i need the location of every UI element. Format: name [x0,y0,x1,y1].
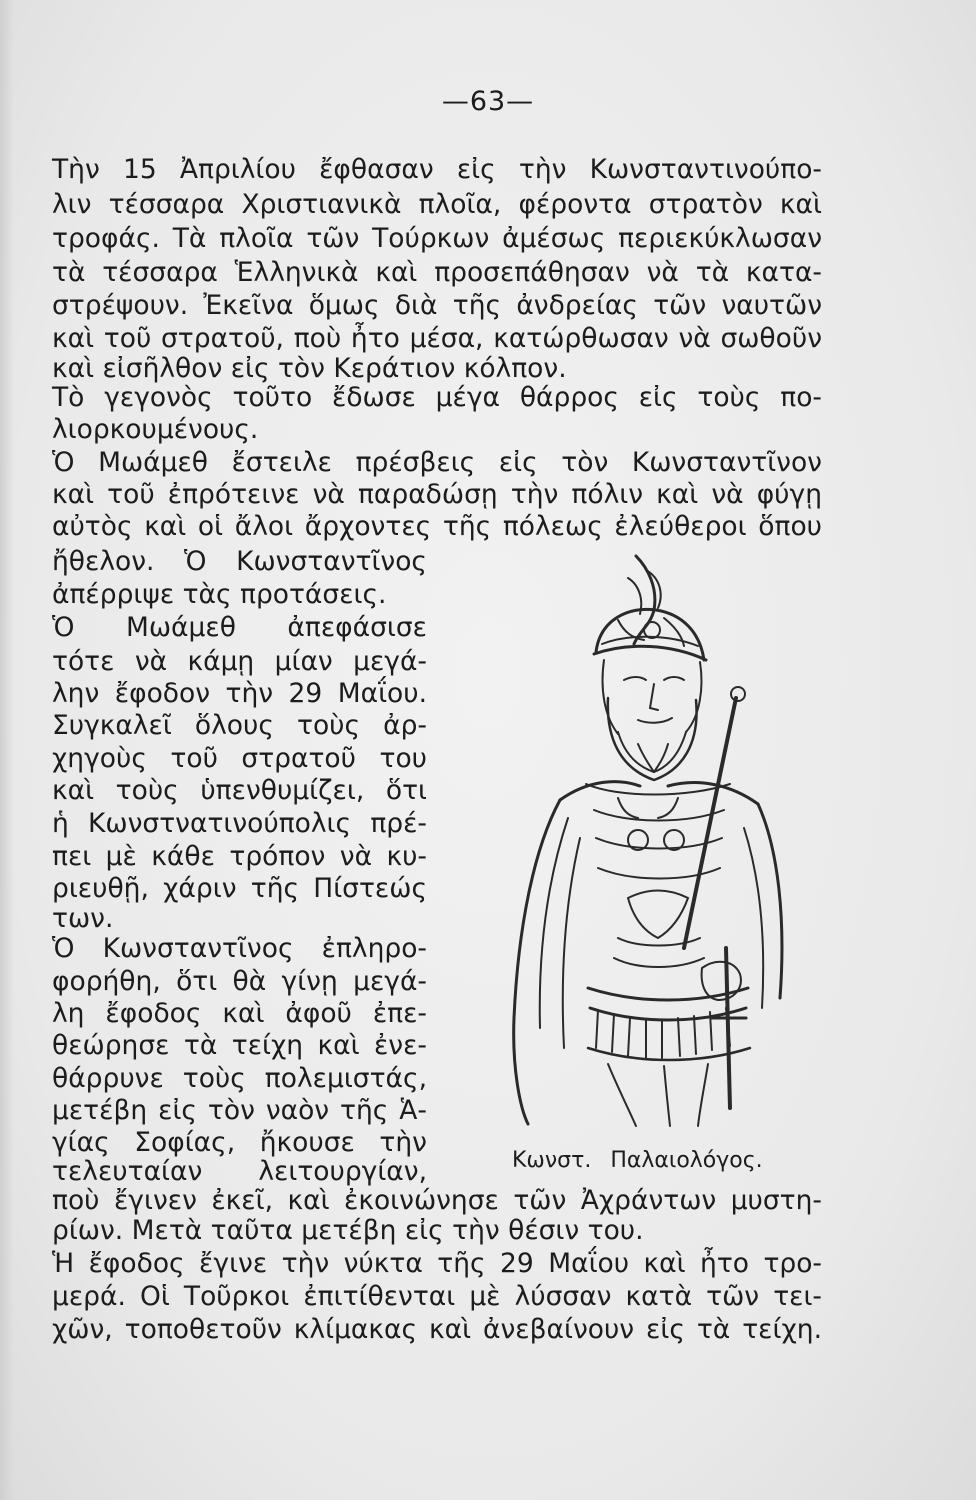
text-line: φορήθη, ὅτι θὰ γίνῃ μεγά- [52,966,427,997]
figure-caption: Κωνστ. Παλαιολόγος. [512,1148,763,1173]
text-line: αὐτὸς καὶ οἱ ἄλοι ἄρχοντες τῆς πόλεως ἐλεύθεροι ὅπου [52,511,822,542]
text-line: λη ἔφοδος καὶ ἀφοῦ ἐπε- [52,998,427,1029]
text-line: λιορκουμένους. [52,414,259,445]
text-line: ριευθῇ, χάριν τῆς Πίστεώς [52,873,427,904]
text-line: τελευταίαν λειτουργίαν, [52,1156,427,1187]
text-line: Ἡ ἔφοδος ἔγινε τὴν νύκτα τῆς 29 Μαΐου καὶ ἦτο τρο- [52,1248,822,1279]
text-line: ἤθελον. Ὁ Κωνσταντῖνος [52,546,427,577]
text-line: θάρρυνε τοὺς πολεμιστάς, [52,1063,427,1094]
text-line: χῶν, τοποθετοῦν κλίμακας καὶ ἀνεβαίνουν εἰς τὰ τείχη. [52,1314,822,1345]
text-line: καὶ τοῦ στρατοῦ, ποὺ ἦτο μέσα, κατώρθωσαν νὰ σωθοῦν [52,323,822,354]
text-line: τότε νὰ κάμῃ μίαν μεγά- [52,646,427,677]
text-line: πει μὲ κάθε τρόπον νὰ κυ- [52,841,427,872]
text-line: λιν τέσσαρα Χριστιανικὰ πλοῖα, φέροντα στρατὸν καὶ [52,189,822,220]
text-line: των. [52,903,114,934]
page-number: —63— [441,86,535,117]
portrait-illustration [468,548,808,1128]
text-line: Τὸ γεγονὸς τοῦτο ἔδωσε μέγα θάρρος εἰς τοὺς πο- [52,382,822,413]
text-line: γίας Σοφίας, ἤκουσε τὴν [52,1127,427,1158]
text-line: τροφάς. Τὰ πλοῖα τῶν Τούρκων ἀμέσως περιεκύκλωσαν [52,223,822,254]
page-edge-shadow [0,0,14,1500]
text-line: ἀπέρριψε τὰς προτάσεις. [52,579,387,610]
text-line: καὶ τοῦ ἐπρότεινε νὰ παραδώσῃ τὴν πόλιν καὶ νὰ φύγῃ [52,479,822,510]
text-line: στρέψουν. Ἐκεῖνα ὅμως διὰ τῆς ἀνδρείας τῶν ναυτῶν [52,290,822,321]
text-line: Τὴν 15 Ἀπριλίου ἔφθασαν εἰς τὴν Κωνσταντινούπο- [52,154,822,185]
text-line: καὶ τοὺς ὑπενθυμίζει, ὅτι [52,775,427,806]
text-line: Συγκαλεῖ ὅλους τοὺς ἀρ- [52,710,427,741]
text-line: Ὁ Μωάμεθ ἔστειλε πρέσβεις εἰς τὸν Κωνσταντῖνον [52,447,822,478]
text-line: ρίων. Μετὰ ταῦτα μετέβη εἰς τὴν θέσιν του. [52,1215,644,1246]
text-line: ποὺ ἔγινεν ἐκεῖ, καὶ ἐκοινώνησε τῶν Ἀχράντων μυστη- [52,1185,822,1216]
text-line: μετέβη εἰς τὸν ναὸν τῆς Ἁ- [52,1095,427,1126]
text-line: Ὁ Κωνσταντῖνος ἐπληρο- [52,933,427,964]
text-line: τὰ τέσσαρα Ἑλληνικὰ καὶ προσεπάθησαν νὰ τὰ κατα- [52,257,822,288]
text-line: Ὁ Μωάμεθ ἀπεφάσισε [52,612,427,643]
text-line: χηγοὺς τοῦ στρατοῦ του [52,743,427,774]
text-line: θεώρησε τὰ τείχη καὶ ἐνε- [52,1030,427,1061]
text-line: καὶ εἰσῆλθον εἰς τὸν Κεράτιον κόλπον. [52,353,567,384]
text-line: ἡ Κωνστνατινούπολις πρέ- [52,808,427,839]
text-line: λην ἔφοδον τὴν 29 Μαΐου. [52,678,427,709]
text-line: μερά. Οἱ Τοῦρκοι ἐπιτίθενται μὲ λύσσαν κατὰ τῶν τει- [52,1281,822,1312]
